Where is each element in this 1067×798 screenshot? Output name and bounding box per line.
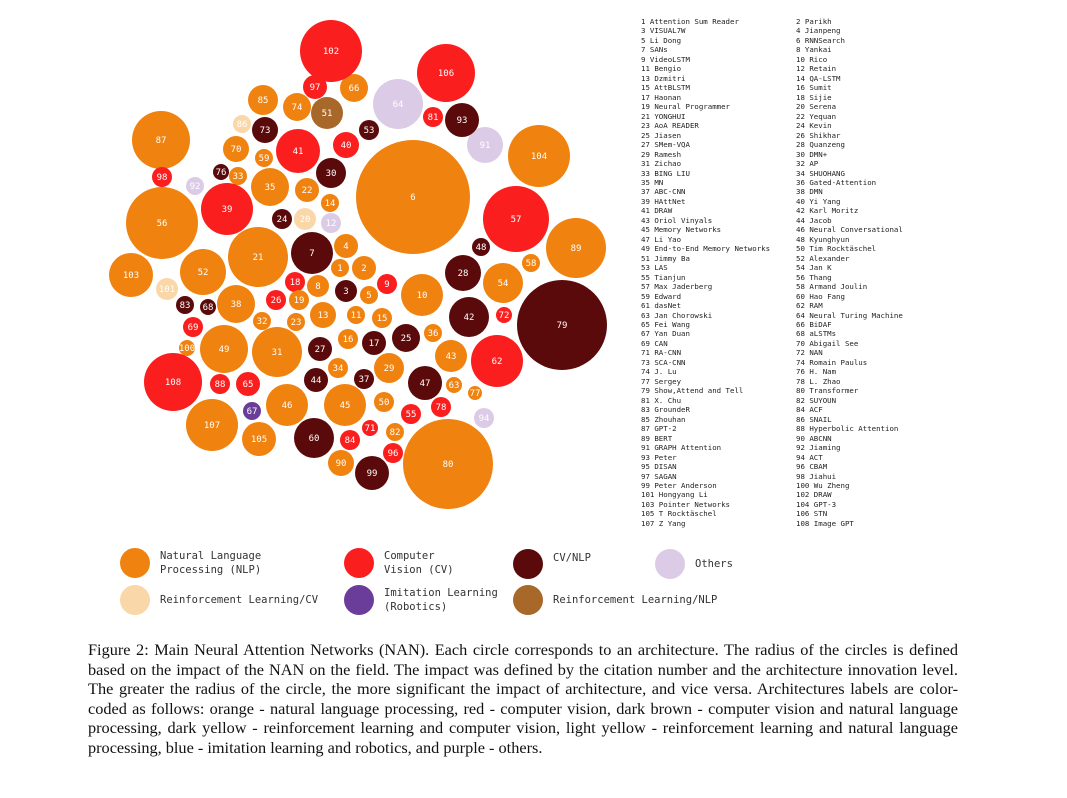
bubble-label-20: 20 xyxy=(299,215,311,225)
bubble-label-12: 12 xyxy=(325,219,337,229)
architecture-list-entry: 51 Jimmy Ba xyxy=(641,253,690,263)
bubble-label-19: 19 xyxy=(293,296,305,306)
architecture-list-entry: 73 SCA-CNN xyxy=(641,357,686,367)
bubble-label-26: 26 xyxy=(270,296,282,306)
architecture-list-entry: 77 Sergey xyxy=(641,376,682,386)
legend-others xyxy=(655,549,733,579)
architecture-list-entry: 92 Jiaming xyxy=(796,443,841,453)
bubble-label-48: 48 xyxy=(475,243,487,253)
architecture-list-entry: 64 Neural Turing Machine xyxy=(796,310,903,320)
architecture-list-entry: 15 AttBLSTM xyxy=(641,83,690,93)
architecture-list-entry: 96 CBAM xyxy=(796,462,828,472)
bubble-label-70: 70 xyxy=(230,145,242,155)
architecture-list-entry: 55 Tianjun xyxy=(641,272,686,282)
bubble-label-98: 98 xyxy=(156,173,168,183)
architecture-list-entry: 87 GPT-2 xyxy=(641,424,677,434)
architecture-list-entry: 36 Gated-Attention xyxy=(796,177,877,187)
architecture-list-entry: 69 CAN xyxy=(641,338,668,348)
bubble-label-4: 4 xyxy=(343,242,349,252)
bubble-label-65: 65 xyxy=(242,380,254,390)
architecture-list-entry: 76 H. Nam xyxy=(796,367,837,377)
architecture-list-entry: 65 Fei Wang xyxy=(641,320,690,329)
architecture-list-entry: 104 GPT-3 xyxy=(796,499,837,509)
bubble-label-32: 32 xyxy=(256,317,268,327)
bubble-label-14: 14 xyxy=(324,199,336,209)
architecture-list-entry: 61 dasNet xyxy=(641,301,682,311)
architecture-list-entry: 74 Romain Paulus xyxy=(796,357,868,367)
architecture-list-entry: 56 Thang xyxy=(796,272,832,282)
architecture-list-entry: 70 Abigail See xyxy=(796,338,859,348)
architecture-list-entry: 2 Parikh xyxy=(796,17,832,26)
architecture-list-entry: 54 Jan K xyxy=(796,263,832,273)
bubble-label-69: 69 xyxy=(187,323,199,333)
architecture-list-entry: 46 Neural Conversational xyxy=(796,225,903,235)
bubble-label-107: 107 xyxy=(203,421,221,431)
legend-rl-nlp-label: Reinforcement Learning/NLP xyxy=(553,594,718,606)
legend-imitation xyxy=(344,585,498,615)
architecture-list-entry: 58 Armand Joulin xyxy=(796,282,868,292)
bubble-label-35: 35 xyxy=(264,183,276,193)
architecture-list-entry: 89 BERT xyxy=(641,433,673,443)
bubble-label-52: 52 xyxy=(197,268,209,278)
bubble-label-103: 103 xyxy=(122,271,140,281)
architecture-list-entry: 39 HAttNet xyxy=(641,196,686,206)
architecture-list-entry: 88 Hyperbolic Attention xyxy=(796,424,899,434)
bubble-label-86: 86 xyxy=(236,120,248,130)
architecture-list-entry: 80 Transformer xyxy=(796,386,859,396)
architecture-list-entry: 93 Peter xyxy=(641,452,677,462)
architecture-list-entry: 79 Show,Attend and Tell xyxy=(641,386,744,396)
bubble-label-106: 106 xyxy=(437,69,455,79)
bubble-label-37: 37 xyxy=(358,375,370,385)
bubble-label-11: 11 xyxy=(350,311,362,321)
legend-cv-label: Computer Vision (CV) xyxy=(384,550,454,576)
legend-nlp-swatch xyxy=(120,548,150,578)
bubble-label-82: 82 xyxy=(389,428,401,438)
bubble-label-15: 15 xyxy=(376,314,388,324)
architecture-list-entry: 100 Wu Zheng xyxy=(796,480,850,490)
bubble-label-23: 23 xyxy=(290,318,302,328)
bubble-label-43: 43 xyxy=(445,352,457,362)
bubble-label-94: 94 xyxy=(478,414,490,424)
architecture-list-right xyxy=(796,17,976,528)
bubble-label-62: 62 xyxy=(491,357,503,367)
bubble-label-9: 9 xyxy=(384,280,390,290)
bubble-label-41: 41 xyxy=(292,147,304,157)
bubble-label-46: 46 xyxy=(281,401,293,411)
bubble-label-50: 50 xyxy=(378,398,390,408)
bubble-label-47: 47 xyxy=(419,379,431,389)
architecture-list-entry: 7 SANs xyxy=(641,45,668,55)
architecture-list-entry: 31 Zichao xyxy=(641,159,682,169)
bubble-label-10: 10 xyxy=(416,291,428,301)
bubble-label-1: 1 xyxy=(337,264,343,274)
bubble-label-64: 64 xyxy=(392,100,404,110)
architecture-list-entry: 30 DMN+ xyxy=(796,149,828,159)
architecture-list-entry: 26 Shikhar xyxy=(796,130,841,140)
bubble-label-59: 59 xyxy=(258,154,270,164)
architecture-list-entry: 108 Image GPT xyxy=(796,518,854,528)
bubble-label-105: 105 xyxy=(250,435,268,445)
bubble-label-104: 104 xyxy=(530,152,548,162)
bubble-label-33: 33 xyxy=(232,172,244,182)
architecture-list-entry: 32 AP xyxy=(796,159,819,169)
architecture-list-entry: 5 Li Dong xyxy=(641,35,682,45)
bubble-label-16: 16 xyxy=(342,335,354,345)
architecture-list-entry: 29 Ramesh xyxy=(641,149,682,159)
architecture-list-entry: 4 Jianpeng xyxy=(796,26,841,36)
architecture-list-entry: 45 Memory Networks xyxy=(641,225,722,235)
architecture-list-entry: 103 Pointer Networks xyxy=(641,499,730,509)
bubble-label-39: 39 xyxy=(221,205,233,215)
architecture-list-entry: 91 GRAPH Attention xyxy=(641,443,722,453)
bubble-label-81: 81 xyxy=(427,113,439,123)
legend-cv-nlp xyxy=(513,549,591,579)
architecture-list-entry: 1 Attention Sum Reader xyxy=(641,17,739,26)
architecture-list-entry: 62 RAM xyxy=(796,301,823,311)
architecture-list-entry: 10 Rico xyxy=(796,54,828,64)
architecture-list-entry: 94 ACT xyxy=(796,452,823,462)
bubble-label-54: 54 xyxy=(497,279,509,289)
architecture-list-entry: 74 J. Lu xyxy=(641,367,677,377)
architecture-list-entry: 16 Sumit xyxy=(796,83,832,93)
architecture-list-entry: 13 Dzmitri xyxy=(641,73,686,83)
architecture-list-entry: 6 RNNSearch xyxy=(796,35,845,45)
bubble-label-74: 74 xyxy=(291,103,303,113)
bubble-label-36: 36 xyxy=(427,329,439,339)
architecture-list-entry: 72 NAN xyxy=(796,348,823,358)
architecture-list-entry: 57 Max Jaderberg xyxy=(641,282,713,292)
architecture-list-entry: 21 YONGHUI xyxy=(641,111,686,121)
bubble-label-80: 80 xyxy=(442,460,454,470)
legend-nlp xyxy=(120,548,261,578)
architecture-list-entry: 25 Jiasen xyxy=(641,130,682,140)
architecture-list-left xyxy=(641,17,791,528)
bubble-label-17: 17 xyxy=(368,339,380,349)
bubble-label-2: 2 xyxy=(361,264,367,274)
bubble-label-40: 40 xyxy=(340,141,352,151)
architecture-list-entry: 8 Yankai xyxy=(796,45,832,55)
architecture-list-entry: 33 BING LIU xyxy=(641,168,690,178)
bubble-label-8: 8 xyxy=(315,282,321,292)
bubble-label-6: 6 xyxy=(410,193,416,203)
architecture-list-entry: 3 VISUAL7W xyxy=(641,26,686,36)
bubble-label-66: 66 xyxy=(348,84,360,94)
architecture-list-entry: 48 Kyunghyun xyxy=(796,234,850,244)
architecture-list-entry: 99 Peter Anderson xyxy=(641,480,717,490)
legend-nlp-label: Natural Language Processing (NLP) xyxy=(160,550,262,576)
bubble-label-84: 84 xyxy=(344,436,356,446)
architecture-list-entry: 27 SMem-VQA xyxy=(641,140,690,150)
architecture-list-entry: 63 Jan Chorowski xyxy=(641,310,713,320)
architecture-list-entry: 86 SNAIL xyxy=(796,414,832,424)
bubble-label-29: 29 xyxy=(383,364,395,374)
bubble-label-88: 88 xyxy=(214,380,226,390)
legend-imitation-swatch xyxy=(344,585,374,615)
architecture-list-entry: 49 End-to-End Memory Networks xyxy=(641,244,771,254)
architecture-list-entry: 35 MN xyxy=(641,177,664,187)
bubble-label-78: 78 xyxy=(435,403,447,413)
architecture-list-entry: 82 SUYOUN xyxy=(796,395,837,405)
legend-others-swatch xyxy=(655,549,685,579)
architecture-list-entry: 98 Jiahui xyxy=(796,471,837,481)
bubble-label-7: 7 xyxy=(309,249,315,259)
architecture-list-entry: 50 Tim Rocktäschel xyxy=(796,244,877,254)
architecture-list-entry: 90 ABCNN xyxy=(796,433,832,443)
bubble-label-108: 108 xyxy=(164,378,182,388)
bubble-label-44: 44 xyxy=(310,376,322,386)
legend-rl-cv-label: Reinforcement Learning/CV xyxy=(160,594,319,606)
bubble-label-13: 13 xyxy=(317,311,329,321)
architecture-list-entry: 67 Yan Duan xyxy=(641,329,690,339)
bubble-label-76: 76 xyxy=(215,168,227,178)
bubble-label-55: 55 xyxy=(405,410,417,420)
bubble-label-25: 25 xyxy=(400,334,412,344)
architecture-list-entry: 66 BiDAF xyxy=(796,320,832,329)
architecture-list-entry: 105 T Rocktäschel xyxy=(641,509,717,519)
architecture-list-entry: 22 Yequan xyxy=(796,111,837,121)
architecture-list-entry: 106 STN xyxy=(796,509,828,519)
bubble-label-85: 85 xyxy=(257,96,269,106)
architecture-list-entry: 20 Serena xyxy=(796,102,837,112)
bubble-label-3: 3 xyxy=(343,287,349,297)
bubble-label-89: 89 xyxy=(570,244,582,254)
bubble-label-42: 42 xyxy=(463,313,475,323)
architecture-list-entry: 19 Neural Programmer xyxy=(641,102,730,112)
legend-rl-cv xyxy=(120,585,318,615)
architecture-list-entry: 9 VideoLSTM xyxy=(641,54,690,64)
bubble-label-87: 87 xyxy=(155,136,167,146)
bubble-label-93: 93 xyxy=(456,116,468,126)
architecture-list-entry: 85 Zhouhan xyxy=(641,414,686,424)
bubble-label-101: 101 xyxy=(158,285,176,295)
legend-cv-nlp-swatch xyxy=(513,549,543,579)
architecture-list-entry: 53 LAS xyxy=(641,263,668,273)
bubble-label-30: 30 xyxy=(325,169,337,179)
architecture-list-entry: 17 Haonan xyxy=(641,92,682,102)
bubble-label-79: 79 xyxy=(556,321,568,331)
architecture-list-entry: 18 Sijie xyxy=(796,92,832,102)
bubble-label-96: 96 xyxy=(387,449,399,459)
architecture-list-entry: 43 Oriol Vinyals xyxy=(641,215,713,225)
bubble-label-73: 73 xyxy=(259,126,271,136)
architecture-list-entry: 37 ABC-CNN xyxy=(641,187,686,197)
bubble-label-31: 31 xyxy=(271,348,283,358)
bubble-label-72: 72 xyxy=(498,311,510,321)
architecture-list-entry: 107 Z Yang xyxy=(641,518,686,528)
legend-cv xyxy=(344,548,454,578)
architecture-list-entry: 38 DMN xyxy=(796,187,823,197)
bubble-label-91: 91 xyxy=(479,141,491,151)
architecture-list-entry: 23 AoA READER xyxy=(641,121,699,131)
legend-imitation-label: Imitation Learning (Robotics) xyxy=(384,587,498,613)
bubble-label-92: 92 xyxy=(189,182,201,192)
architecture-list-entry: 71 RA-CNN xyxy=(641,348,682,358)
architecture-list-entry: 47 Li Yao xyxy=(641,234,682,244)
architecture-list-entry: 42 Karl Moritz xyxy=(796,206,859,216)
bubble-label-5: 5 xyxy=(366,291,372,301)
architecture-list-entry: 102 DRAW xyxy=(796,490,832,500)
architecture-list-entry: 44 Jacob xyxy=(796,215,832,225)
architecture-list-entry: 11 Bengio xyxy=(641,64,682,74)
architecture-list-entry: 78 L. Zhao xyxy=(796,376,841,386)
legend-others-label: Others xyxy=(695,558,733,570)
bubble-label-56: 56 xyxy=(156,219,168,229)
architecture-list-entry: 83 GroundeR xyxy=(641,405,690,415)
architecture-list-entry: 81 X. Chu xyxy=(641,395,682,405)
bubble-label-97: 97 xyxy=(309,83,321,93)
legend-cv-nlp-label: CV/NLP xyxy=(553,552,591,564)
bubble-label-60: 60 xyxy=(308,434,320,444)
bubble-label-77: 77 xyxy=(469,389,481,399)
bubble-label-53: 53 xyxy=(363,126,375,136)
architecture-list-entry: 84 ACF xyxy=(796,405,823,415)
architecture-list-entry: 34 SHUOHANG xyxy=(796,168,845,178)
bubble-label-71: 71 xyxy=(364,424,376,434)
architecture-list-entry: 95 DISAN xyxy=(641,462,677,472)
legend-rl-cv-swatch xyxy=(120,585,150,615)
bubble-label-38: 38 xyxy=(230,300,242,310)
architecture-list-entry: 68 aLSTMs xyxy=(796,329,837,339)
bubble-label-68: 68 xyxy=(202,303,214,313)
bubble-label-49: 49 xyxy=(218,345,230,355)
architecture-list-entry: 14 QA-LSTM xyxy=(796,73,841,83)
bubble-label-34: 34 xyxy=(332,364,344,374)
architecture-list-entry: 97 SAGAN xyxy=(641,471,677,481)
bubble-label-90: 90 xyxy=(335,459,347,469)
architecture-list-entry: 12 Retain xyxy=(796,64,837,74)
architecture-list-entry: 59 Edward xyxy=(641,291,682,301)
bubble-label-28: 28 xyxy=(457,269,469,279)
figure-caption: Figure 2: Main Neural Attention Networks (NAN). Each circle corresponds to an architecture. The radius of the circles is defined based on the impact of the NAN on the field. The impact was defined by the citation number and the architecture innovation level. The greater the radius of the circle, the more significant the impact of architecture, and vice versa. Architectures labels are color-coded as follows: orange - natural language processing, red - computer vision, dark brown - computer vision and natural language processing, dark yellow - reinforcement learning and computer vision, light yellow - reinforcement learning and natural language processing, blue - imitation learning and robotics, and purple - others. xyxy=(88,640,958,757)
bubble-label-51: 51 xyxy=(321,109,333,119)
bubble-label-67: 67 xyxy=(246,407,258,417)
architecture-list-entry: 41 DRAW xyxy=(641,206,673,216)
bubble-label-99: 99 xyxy=(366,469,378,479)
bubble-label-24: 24 xyxy=(276,215,288,225)
architecture-list-entry: 60 Hao Fang xyxy=(796,291,845,301)
bubble-label-57: 57 xyxy=(510,215,522,225)
architecture-list-entry: 52 Alexander xyxy=(796,253,850,263)
architecture-list-entry: 24 Kevin xyxy=(796,121,832,131)
bubble-chart xyxy=(0,0,640,530)
architecture-list-entry: 40 Yi Yang xyxy=(796,196,841,206)
legend-rl-nlp xyxy=(513,585,717,615)
bubble-label-27: 27 xyxy=(314,345,326,355)
bubble-label-100: 100 xyxy=(178,344,196,354)
bubble-label-102: 102 xyxy=(322,47,340,57)
legend-cv-swatch xyxy=(344,548,374,578)
bubble-label-18: 18 xyxy=(289,278,301,288)
bubble-label-21: 21 xyxy=(252,253,264,263)
bubble-label-22: 22 xyxy=(301,186,313,196)
bubble-label-45: 45 xyxy=(339,401,351,411)
architecture-list-entry: 28 Quanzeng xyxy=(796,140,845,150)
bubble-label-58: 58 xyxy=(525,259,537,269)
bubble-label-63: 63 xyxy=(448,381,460,391)
architecture-list-entry: 101 Hongyang Li xyxy=(641,490,708,500)
legend-rl-nlp-swatch xyxy=(513,585,543,615)
bubble-label-83: 83 xyxy=(179,301,191,311)
